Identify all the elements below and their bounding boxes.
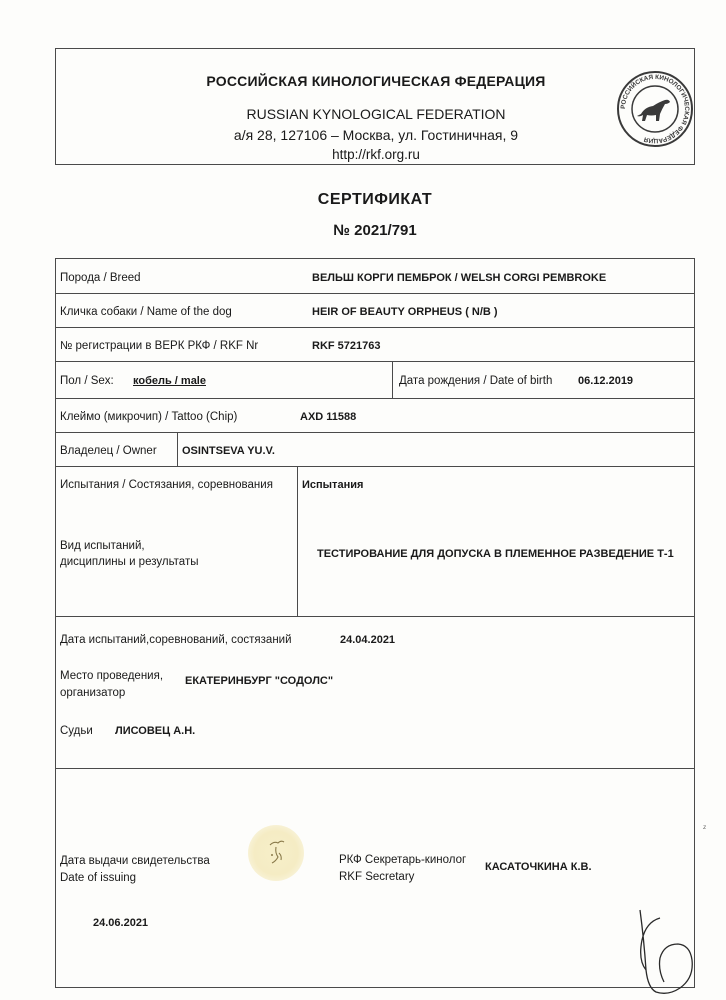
seal-text: РОССИЙСКАЯ КИНОЛОГИЧЕСКАЯ ФЕДЕРАЦИЯ [619, 73, 691, 145]
breed-value: ВЕЛЬШ КОРГИ ПЕМБРОК / WELSH CORGI PEMBROKE [312, 272, 607, 284]
breed-label: Порода / Breed [60, 272, 141, 284]
row-divider [56, 768, 694, 769]
issue-date-label-ru: Дата выдачи свидетельства [60, 855, 210, 867]
org-name-ru: РОССИЙСКАЯ КИНОЛОГИЧЕСКАЯ ФЕДЕРАЦИЯ [206, 73, 546, 89]
margin-mark: ᶻ [703, 823, 707, 833]
row-divider [56, 466, 694, 467]
hologram-dog-icon [248, 825, 304, 881]
place-value: ЕКАТЕРИНБУРГ "СОДОЛС" [185, 675, 334, 687]
trials-label: Испытания / Состязания, соревнования [60, 479, 273, 491]
certificate-title: СЕРТИФИКАТ [317, 191, 433, 208]
trial-date-label: Дата испытаний,соревнований, состязаний [60, 634, 292, 646]
row-divider [56, 327, 694, 328]
secretary-name: КАСАТОЧКИНА К.В. [485, 861, 592, 873]
row-divider [56, 616, 694, 617]
row-divider [56, 398, 694, 399]
place-label-line1: Место проведения, [60, 670, 164, 682]
rkf-seal-icon [615, 69, 695, 149]
kind-label-line1: Вид испытаний, [60, 540, 145, 552]
owner-label: Владелец / Owner [60, 445, 157, 457]
row-divider [56, 432, 694, 433]
org-name-en: RUSSIAN KYNOLOGICAL FEDERATION [246, 106, 506, 122]
org-url: http://rkf.org.ru [332, 147, 420, 162]
sex-dob-divider [392, 361, 393, 398]
judge-value: ЛИСОВЕЦ А.Н. [115, 725, 196, 737]
row-divider [56, 293, 694, 294]
certificate-table [55, 258, 695, 988]
header-box [55, 48, 695, 165]
issue-date-label-en: Date of issuing [60, 872, 137, 884]
issue-date-value: 24.06.2021 [93, 917, 149, 929]
sex-value: кобель / male [133, 375, 206, 387]
sex-label: Пол / Sex: [60, 375, 114, 387]
dog-name-label: Кличка собаки / Name of the dog [60, 306, 232, 318]
registration-label: № регистрации в ВЕРК РКФ / RKF Nr [60, 340, 259, 352]
kind-label-line2: дисциплины и результаты [60, 556, 199, 568]
secretary-label-en: RKF Secretary [339, 871, 415, 883]
secretary-label-ru: РКФ Секретарь-кинолог [339, 854, 467, 866]
place-label-line2: организатор [60, 687, 126, 699]
row-divider [56, 361, 694, 362]
dog-name-value: HEIR OF BEAUTY ORPHEUS ( N/B ) [312, 306, 498, 318]
chip-label: Клеймо (микрочип) / Tattoo (Chip) [60, 411, 238, 423]
chip-value: AXD 11588 [300, 411, 357, 423]
signature-icon [620, 900, 710, 995]
dob-value: 06.12.2019 [578, 375, 634, 387]
trials-divider [297, 466, 298, 616]
certificate-number: № 2021/791 [333, 222, 417, 239]
owner-divider [177, 432, 178, 466]
dob-label: Дата рождения / Date of birth [399, 375, 553, 387]
owner-value: OSINTSEVA YU.V. [182, 445, 275, 457]
trials-value: Испытания [302, 479, 364, 491]
kind-value: ТЕСТИРОВАНИЕ ДЛЯ ДОПУСКА В ПЛЕМЕННОЕ РАЗВЕДЕНИЕ Т-1 [317, 548, 674, 560]
judge-label: Судьи [60, 725, 93, 737]
org-address: а/я 28, 127106 – Москва, ул. Гостиничная, 9 [233, 127, 519, 143]
trial-date-value: 24.04.2021 [340, 634, 396, 646]
registration-value: RKF 5721763 [312, 340, 381, 352]
